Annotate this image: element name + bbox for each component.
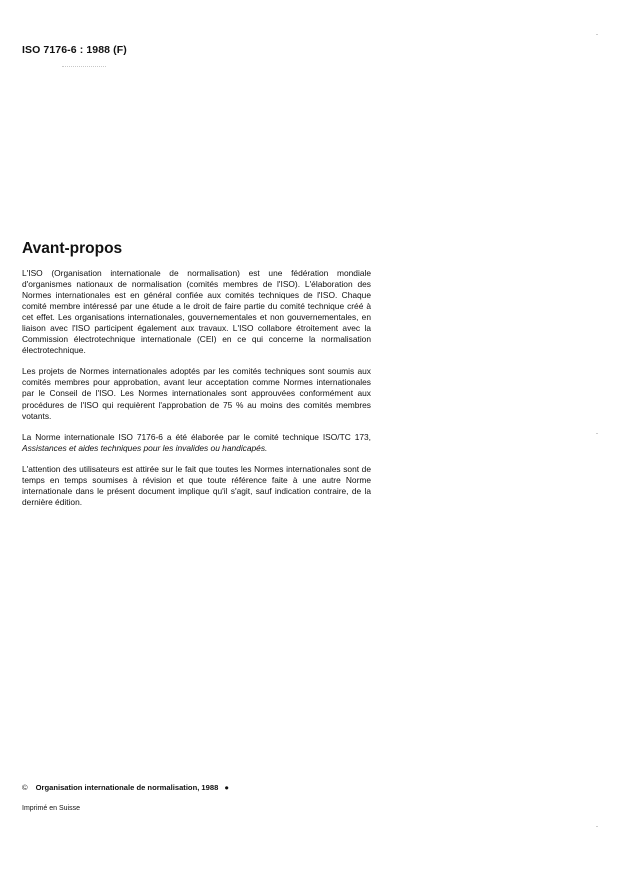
margin-mark	[596, 34, 598, 35]
copyright-text: Organisation internationale de normalisation, 1988	[35, 783, 219, 792]
document-reference: ISO 7176-6 : 1988 (F)	[22, 44, 127, 56]
printed-in: Imprimé en Suisse	[22, 805, 80, 812]
copyright-line	[22, 783, 229, 792]
paragraph-committee-text: La Norme internationale ISO 7176-6 a été élaborée par le comité technique ISO/TC 173,	[22, 431, 371, 442]
paragraph-approval: Les projets de Normes internationales adoptés par les comités techniques sont soumis aux comités membres pour approbation, avant leur acceptation comme Normes internationales par le Conseil de l'ISO. Les Normes internationales sont approuvées conformément aux procédures de l'ISO qui requièrent l'approbation de 75 % au moins des comités membres votants.	[22, 366, 371, 421]
bullet-icon: ●	[224, 783, 229, 792]
scan-mark	[62, 66, 106, 68]
margin-mark	[596, 433, 598, 434]
margin-mark	[596, 826, 598, 827]
paragraph-committee	[22, 432, 371, 454]
section-body	[22, 268, 371, 518]
paragraph-iso-intro: L'ISO (Organisation internationale de normalisation) est une fédération mondiale d'organismes nationaux de normalisation (comités membres de l'ISO). L'élaboration des Normes internationales est en général confiée aux comités techniques de l'ISO. Chaque comité membre intéressé par une étude a le droit de faire partie du comité technique créé à cet effet. Les organisations internationales, gouvernementales et non gouvernementales, en liaison avec l'ISO participent également aux travaux. L'ISO collabore étroitement avec la Commission électrotechnique internationale (CEI) en ce qui concerne la normalisation électrotechnique.	[22, 268, 371, 356]
copyright-icon: ©	[22, 783, 28, 792]
section-title: Avant-propos	[22, 240, 123, 257]
paragraph-revision-notice: L'attention des utilisateurs est attirée sur le fait que toutes les Normes internationales sont de temps en temps soumises à révision et que toute référence faite à une autre Norme internationale dans le présent document implique qu'il s'agit, sauf indication contraire, de la dernière édition.	[22, 463, 371, 507]
committee-title: Assistances et aides techniques pour les invalides ou handicapés.	[22, 442, 268, 453]
